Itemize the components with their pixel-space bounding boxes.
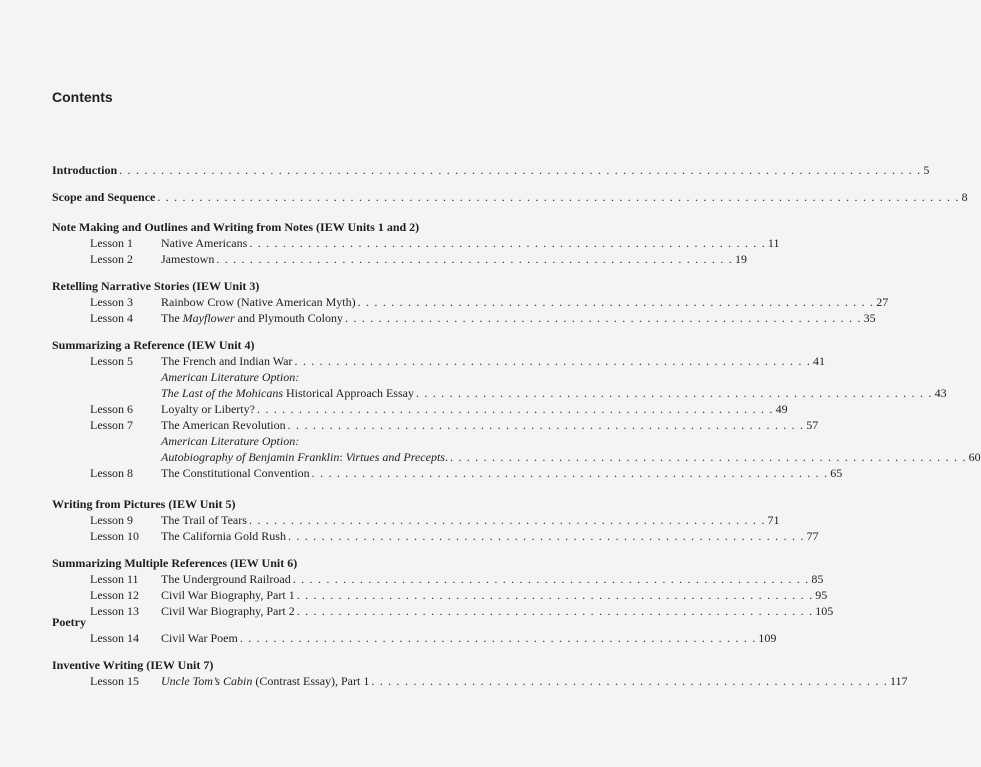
lesson-number: Lesson 13	[90, 604, 139, 618]
section-heading	[0, 555, 600, 571]
dot-leader: . . . . . . . . . . . . . . . . . . . . . . . . . . . . . . . . . . . . . . . . . . . . . . . . . . . . . . . . . . . . . .	[239, 631, 757, 645]
toc-line	[161, 528, 819, 544]
lesson-title: Civil War Biography, Part 2	[161, 604, 295, 618]
toc-entry-introduction[interactable]	[0, 162, 930, 178]
toc-line	[161, 235, 780, 251]
lesson-number: Lesson 4	[90, 311, 133, 325]
toc-line	[161, 512, 780, 528]
page-number: 27	[876, 295, 889, 309]
lesson-number: Lesson 1	[90, 236, 133, 250]
dot-leader: . . . . . . . . . . . . . . . . . . . . . . . . . . . . . . . . . . . . . . . . . . . . . . . . . . . . . . . . . . . . . .	[296, 588, 814, 602]
option-label: American Literature Option:	[161, 434, 300, 448]
lesson-title: Native Americans	[161, 236, 248, 250]
literature-option-label	[0, 433, 600, 449]
lesson-number: Lesson 11	[90, 572, 139, 586]
section-heading	[0, 496, 600, 512]
page-number: 60	[968, 450, 981, 464]
page-number: 77	[806, 529, 819, 543]
toc-line	[52, 189, 968, 205]
section-heading-text: Note Making and Outlines and Writing from Notes (IEW Units 1 and 2)	[52, 220, 420, 234]
dot-leader: . . . . . . . . . . . . . . . . . . . . . . . . . . . . . . . . . . . . . . . . . . . . . . . . . . . . . . . . . . . . . .	[294, 354, 812, 368]
page-number: 41	[813, 354, 826, 368]
page-number: 49	[775, 402, 788, 416]
lesson-title: Jamestown	[161, 252, 215, 266]
toc-entry-lesson-5-option[interactable]	[0, 385, 947, 401]
page-number: 19	[734, 252, 747, 266]
lesson-number: Lesson 12	[90, 588, 139, 602]
section-heading	[0, 614, 600, 630]
lesson-number: Lesson 10	[90, 529, 139, 543]
toc-entry-lesson-14[interactable]	[0, 630, 777, 646]
toc-line	[161, 449, 981, 465]
toc-line	[161, 294, 889, 310]
lesson-title: The Trail of Tears	[161, 513, 247, 527]
toc-entry-lesson-9[interactable]	[0, 512, 780, 528]
section-heading-text: Retelling Narrative Stories (IEW Unit 3)	[52, 279, 260, 293]
dot-leader: . . . . . . . . . . . . . . . . . . . . . . . . . . . . . . . . . . . . . . . . . . . . . . . . . . . . . . . . . . . . . .	[249, 236, 766, 250]
section-heading-text: Poetry	[52, 615, 86, 629]
lesson-title: The Underground Railroad	[161, 572, 291, 586]
toc-line	[161, 587, 828, 603]
toc-entry-lesson-10[interactable]	[0, 528, 819, 544]
section-heading-text: Writing from Pictures (IEW Unit 5)	[52, 497, 236, 511]
lesson-title: The American Revolution	[161, 418, 286, 432]
section-heading	[0, 278, 600, 294]
lesson-number: Lesson 7	[90, 418, 133, 432]
dot-leader: . . . . . . . . . . . . . . . . . . . . . . . . . . . . . . . . . . . . . . . . . . . . . . . . . . . . . . . . . . . . . .	[292, 572, 810, 586]
toc-entry-lesson-5[interactable]	[0, 353, 826, 369]
page-number: 109	[758, 631, 777, 645]
toc-entry-lesson-15[interactable]	[0, 673, 908, 689]
dot-leader: . . . . . . . . . . . . . . . . . . . . . . . . . . . . . . . . . . . . . . . . . . . . . . . . . . . . . . . . . . . . . .	[287, 418, 805, 432]
section-heading	[0, 657, 600, 673]
section-heading	[0, 337, 600, 353]
lesson-number: Lesson 3	[90, 295, 133, 309]
dot-leader: . . . . . . . . . . . . . . . . . . . . . . . . . . . . . . . . . . . . . . . . . . . . . . . . . . . . . . . . . . . . . .	[449, 450, 967, 464]
page-number: 65	[830, 466, 843, 480]
lesson-number: Lesson 5	[90, 354, 133, 368]
toc-line	[161, 401, 788, 417]
toc-line	[161, 385, 947, 401]
page-number: 85	[811, 572, 824, 586]
page-number: 95	[815, 588, 828, 602]
dot-leader: . . . . . . . . . . . . . . . . . . . . . . . . . . . . . . . . . . . . . . . . . . . . . . . . . . . . . . . . . . . . . . . . . . . . . . . . . . . . . . . . . . . . . . . . . . . . . . . .	[157, 190, 960, 204]
lesson-title: The Constitutional Convention	[161, 466, 310, 480]
section-heading	[0, 219, 600, 235]
lesson-number: Lesson 9	[90, 513, 133, 527]
toc-entry-label: Introduction	[52, 163, 118, 177]
page-number: 117	[889, 674, 908, 688]
lesson-title: The French and Indian War	[161, 354, 293, 368]
lesson-title: Civil War Biography, Part 1	[161, 588, 295, 602]
section-heading-text: Summarizing a Reference (IEW Unit 4)	[52, 338, 255, 352]
lesson-title: The California Gold Rush	[161, 529, 286, 543]
toc-line	[161, 630, 777, 646]
page-number: 105	[815, 604, 834, 618]
page-number: 11	[767, 236, 780, 250]
toc-line	[161, 673, 908, 689]
lesson-title: The Mayflower and Plymouth Colony	[161, 311, 343, 325]
lesson-title: Autobiography of Benjamin Franklin: Virtues and Precepts.	[161, 450, 448, 464]
toc-line	[161, 353, 826, 369]
option-label: American Literature Option:	[161, 370, 300, 384]
lesson-number: Lesson 15	[90, 674, 139, 688]
dot-leader: . . . . . . . . . . . . . . . . . . . . . . . . . . . . . . . . . . . . . . . . . . . . . . . . . . . . . . . . . . . . . .	[296, 604, 814, 618]
toc-entry-label: Scope and Sequence	[52, 190, 156, 204]
toc-line	[52, 162, 930, 178]
lesson-number: Lesson 2	[90, 252, 133, 266]
toc-entry-lesson-8[interactable]	[0, 465, 843, 481]
literature-option-label	[0, 369, 600, 385]
dot-leader: . . . . . . . . . . . . . . . . . . . . . . . . . . . . . . . . . . . . . . . . . . . . . . . . . . . . . . . . . . . . . .	[371, 674, 888, 688]
toc-entry-lesson-12[interactable]	[0, 587, 828, 603]
dot-leader: . . . . . . . . . . . . . . . . . . . . . . . . . . . . . . . . . . . . . . . . . . . . . . . . . . . . . . . . . . . . . .	[216, 252, 733, 266]
lesson-number: Lesson 14	[90, 631, 139, 645]
dot-leader: . . . . . . . . . . . . . . . . . . . . . . . . . . . . . . . . . . . . . . . . . . . . . . . . . . . . . . . . . . . . . .	[357, 295, 875, 309]
toc-entry-lesson-1[interactable]	[0, 235, 780, 251]
toc-line	[161, 310, 876, 326]
dot-leader: . . . . . . . . . . . . . . . . . . . . . . . . . . . . . . . . . . . . . . . . . . . . . . . . . . . . . . . . . . . . . .	[311, 466, 829, 480]
page-title: Contents	[52, 89, 113, 105]
section-heading-text: Inventive Writing (IEW Unit 7)	[52, 658, 214, 672]
dot-leader: . . . . . . . . . . . . . . . . . . . . . . . . . . . . . . . . . . . . . . . . . . . . . . . . . . . . . . . . . . . . . .	[345, 311, 862, 325]
dot-leader: . . . . . . . . . . . . . . . . . . . . . . . . . . . . . . . . . . . . . . . . . . . . . . . . . . . . . . . . . . . . . . . . . . . . . . . . . . . . . . . . . . . . . . . . . . . . . . . .	[119, 163, 922, 177]
page-number: 57	[806, 418, 819, 432]
toc-entry-lesson-2[interactable]	[0, 251, 747, 267]
dot-leader: . . . . . . . . . . . . . . . . . . . . . . . . . . . . . . . . . . . . . . . . . . . . . . . . . . . . . . . . . . . . . .	[256, 402, 774, 416]
lesson-title: Rainbow Crow (Native American Myth)	[161, 295, 356, 309]
toc-line	[161, 571, 824, 587]
section-heading-text: Summarizing Multiple References (IEW Unit 6)	[52, 556, 298, 570]
lesson-number: Lesson 8	[90, 466, 133, 480]
page-number: 5	[923, 163, 930, 177]
toc-line	[161, 417, 819, 433]
lesson-title: The Last of the Mohicans Historical Approach Essay	[161, 386, 414, 400]
toc-entry-lesson-11[interactable]	[0, 571, 824, 587]
toc-entry-lesson-7[interactable]	[0, 417, 819, 433]
toc-entry-lesson-3[interactable]	[0, 294, 889, 310]
dot-leader: . . . . . . . . . . . . . . . . . . . . . . . . . . . . . . . . . . . . . . . . . . . . . . . . . . . . . . . . . . . . . .	[248, 513, 766, 527]
page-number: 35	[863, 311, 876, 325]
page-number: 71	[767, 513, 780, 527]
lesson-title: Uncle Tom’s Cabin (Contrast Essay), Part 1	[161, 674, 370, 688]
toc-entry-lesson-7-option[interactable]	[0, 449, 981, 465]
toc-entry-lesson-6[interactable]	[0, 401, 788, 417]
dot-leader: . . . . . . . . . . . . . . . . . . . . . . . . . . . . . . . . . . . . . . . . . . . . . . . . . . . . . . . . . . . . . .	[287, 529, 805, 543]
page-number: 43	[934, 386, 947, 400]
page-number: 8	[961, 190, 968, 204]
toc-line	[161, 465, 843, 481]
dot-leader: . . . . . . . . . . . . . . . . . . . . . . . . . . . . . . . . . . . . . . . . . . . . . . . . . . . . . . . . . . . . . .	[415, 386, 933, 400]
toc-line	[161, 251, 747, 267]
toc-entry-lesson-4[interactable]	[0, 310, 876, 326]
toc-entry-scope-and-sequence[interactable]	[0, 189, 968, 205]
lesson-title: Civil War Poem	[161, 631, 238, 645]
lesson-title: Loyalty or Liberty?	[161, 402, 255, 416]
lesson-number: Lesson 6	[90, 402, 133, 416]
